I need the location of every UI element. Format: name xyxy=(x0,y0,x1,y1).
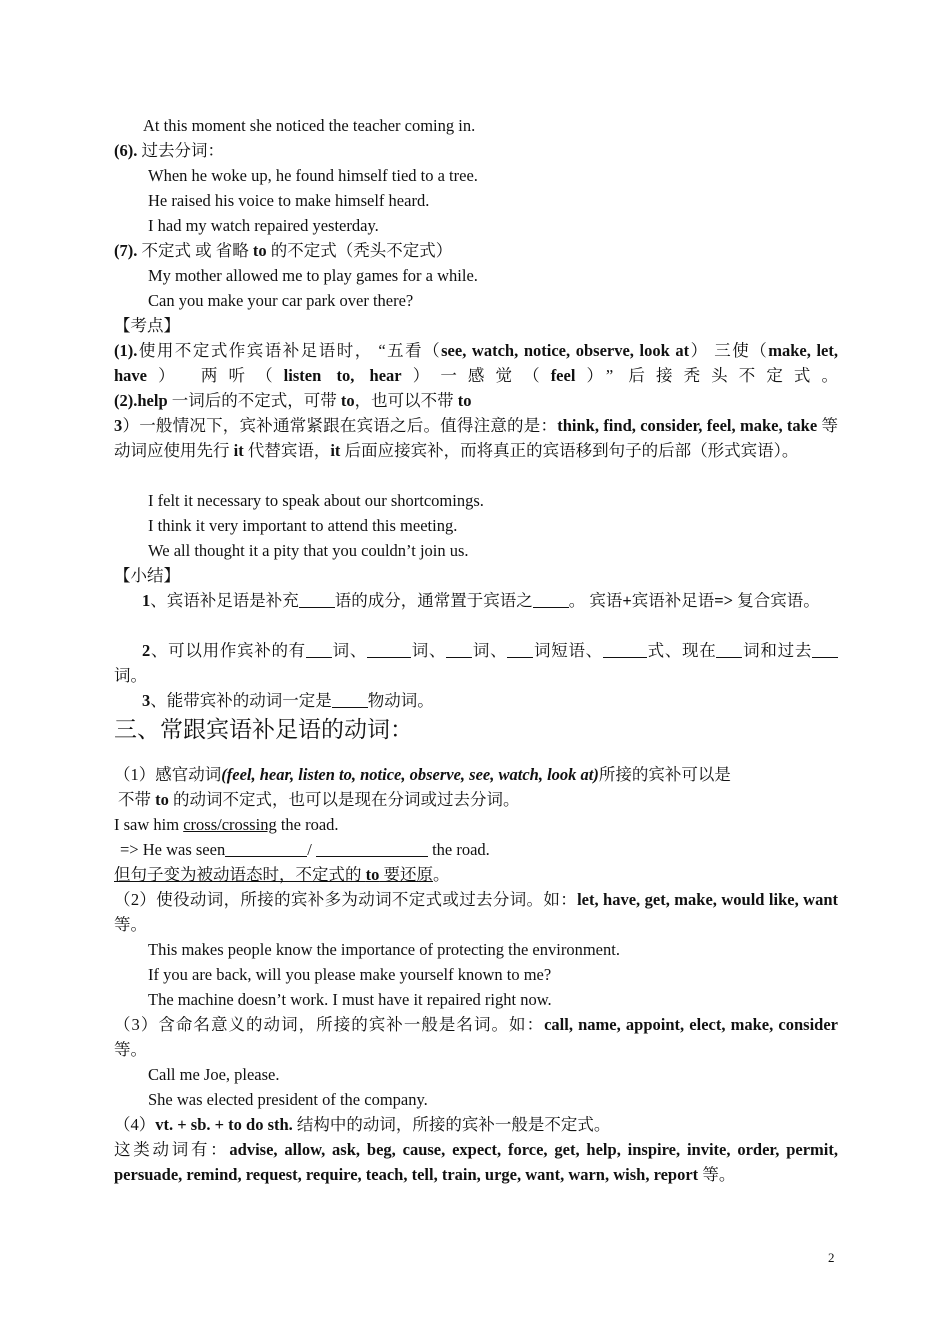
example-sentence xyxy=(148,1087,872,1112)
page-number: 2 xyxy=(828,1250,835,1265)
fill-blank[interactable] xyxy=(603,641,647,658)
fill-blank[interactable] xyxy=(332,691,368,708)
text: 式、现在 xyxy=(646,641,717,660)
example-sentence xyxy=(148,288,872,313)
text: 物动词。 xyxy=(367,691,434,710)
text: 不定式 或 省略 xyxy=(137,241,253,260)
underlined-text: 但句子变为被动语态时，不定式的 xyxy=(114,865,366,884)
text: + xyxy=(622,591,632,610)
example-sentence xyxy=(148,263,872,288)
text: advise, allow, ask, beg, cause, expect, force, get, help, inspire, invite, order, permit, persuade, remind, request, require, teach, tell, train, urge, want, warn, wish, report xyxy=(114,1140,838,1184)
text: 宾语补足语 xyxy=(631,591,715,610)
text: 语的成分，通常置于宾语之 xyxy=(334,591,533,610)
example-sentence xyxy=(148,188,872,213)
text: 等。 xyxy=(114,1040,147,1059)
verb-category-3 xyxy=(114,1012,838,1062)
text: 所接的宾补可以是 xyxy=(598,765,731,784)
text: 后面应接宾补，而将真正的宾语移到句子的后部（形式宾语）。 xyxy=(340,441,799,460)
example-sentence xyxy=(148,962,872,987)
text: She was elected president of the company. xyxy=(148,1090,428,1109)
text: 词短语、 xyxy=(533,641,603,660)
text: => He was seen xyxy=(120,840,226,859)
example-sentence xyxy=(148,163,872,188)
text: vt. + sb. + to do sth. xyxy=(155,1115,293,1134)
text: If you are back, will you please make yourself known to me? xyxy=(148,965,552,984)
text: ） 两听（ xyxy=(147,366,284,385)
text: see, watch, notice, observe, look at xyxy=(441,341,690,360)
text: 结构中的动词，所接的宾补一般是不定式。 xyxy=(292,1115,611,1134)
key-point-2 xyxy=(114,388,838,413)
fill-blank[interactable] xyxy=(316,840,428,857)
section-item-7 xyxy=(114,238,838,263)
fill-blank[interactable] xyxy=(533,591,569,608)
text: （4） xyxy=(114,1115,156,1134)
fill-blank[interactable] xyxy=(225,840,307,857)
text: to xyxy=(155,790,169,809)
text: (2).help xyxy=(114,391,168,410)
text: 【考点】 xyxy=(114,316,180,335)
example-sentence xyxy=(148,538,872,563)
text: I had my watch repaired yesterday. xyxy=(148,216,379,235)
text: call, name, appoint, elect, make, consider xyxy=(544,1015,838,1034)
text: to xyxy=(457,391,472,410)
text: 。 宾语 xyxy=(568,591,623,610)
text: listen to, hear xyxy=(283,366,402,385)
example-transform xyxy=(120,837,844,862)
underlined-text: 要还原 xyxy=(379,865,433,884)
text: feel xyxy=(550,366,576,385)
text: 词、 xyxy=(411,641,447,660)
text: to xyxy=(252,241,271,260)
fill-blank[interactable] xyxy=(306,641,332,658)
example-sentence xyxy=(114,812,838,837)
text: ）一感觉（ xyxy=(401,366,551,385)
text: I think it very important to attend this meeting. xyxy=(148,516,458,535)
text: 、能带宾补的动词一定是 xyxy=(150,691,332,710)
summary-item-3 xyxy=(142,688,866,713)
text: 等。 xyxy=(698,1165,736,1184)
example-sentence xyxy=(143,113,867,138)
underlined-text: cross/crossing xyxy=(183,815,277,834)
text: it xyxy=(330,441,341,460)
text: (1). xyxy=(114,341,138,360)
text: The machine doesn’t work. I must have it repaired right now. xyxy=(148,990,552,1009)
text: 词、 xyxy=(331,641,368,660)
text: This makes people know the importance of protecting the environment. xyxy=(148,940,620,959)
text: 词和过去 xyxy=(742,641,813,660)
fill-blank[interactable] xyxy=(367,641,411,658)
text: 3 xyxy=(142,691,151,710)
fill-blank[interactable] xyxy=(812,641,838,658)
fill-blank[interactable] xyxy=(716,641,742,658)
underlined-text: to xyxy=(365,865,380,884)
text: 【小结】 xyxy=(114,566,180,585)
text: （1）感官动词 xyxy=(114,765,222,784)
verb-category-1 xyxy=(114,762,838,787)
example-sentence xyxy=(148,513,872,538)
fill-blank[interactable] xyxy=(299,591,335,608)
text: When he woke up, he found himself tied to a tree. xyxy=(148,166,478,185)
text: ） 三使（ xyxy=(689,341,769,360)
text: ，也可以不带 xyxy=(354,391,458,410)
text: let, have, get, make, would like, want xyxy=(577,890,839,909)
example-sentence xyxy=(148,1062,872,1087)
text: (feel, hear, listen to, notice, observe, see, watch, look at) xyxy=(221,765,599,784)
text: 1 xyxy=(142,591,151,610)
verb-list xyxy=(114,1137,838,1187)
summary-item-2 xyxy=(114,638,838,688)
text: I saw him xyxy=(114,815,184,834)
fill-blank[interactable] xyxy=(507,641,533,658)
text: 不带 xyxy=(118,790,156,809)
text: 过去分词： xyxy=(137,141,224,160)
verb-category-4 xyxy=(114,1112,838,1137)
text: the road. xyxy=(427,840,490,859)
text: ）” 后接秃头不定式。 xyxy=(575,366,839,385)
text: 代替宾语， xyxy=(243,441,331,460)
text: 等动词应使用先行 xyxy=(114,416,839,460)
text: I felt it necessary to speak about our shortcomings. xyxy=(148,491,484,510)
key-point-3 xyxy=(114,413,838,463)
text: ）一般情况下，宾补通常紧跟在宾语之后。值得注意的是： xyxy=(122,416,558,435)
example-sentence xyxy=(148,987,872,1012)
text: 复合宾语。 xyxy=(733,591,820,610)
summary-item-1 xyxy=(114,588,838,613)
text: 等。 xyxy=(114,915,147,934)
example-sentence xyxy=(148,213,872,238)
section-item-6 xyxy=(114,138,838,163)
key-points-heading xyxy=(114,313,838,338)
text: 使用不定式作宾语补足语时， “五看（ xyxy=(137,341,442,360)
text: （2）使役动词，所接的宾补多为动词不定式或过去分词。如： xyxy=(114,890,578,909)
verb-category-1-continued xyxy=(118,787,842,812)
text: Can you make your car park over there? xyxy=(148,291,414,310)
item-number: (7). xyxy=(114,241,138,260)
text: （3）含命名意义的动词，所接的宾补一般是名词。如： xyxy=(114,1015,545,1034)
text: My mother allowed me to play games for a while. xyxy=(148,266,478,285)
text: 词。 xyxy=(114,666,147,685)
example-sentence xyxy=(148,937,872,962)
text: it xyxy=(233,441,244,460)
note xyxy=(114,862,838,887)
text: 、宾语补足语是补充 xyxy=(150,591,299,610)
text: => xyxy=(714,591,734,610)
example-sentence xyxy=(148,488,872,513)
text: 这类动词有： xyxy=(114,1140,230,1159)
item-number: (6). xyxy=(114,141,138,160)
verb-category-2 xyxy=(114,887,838,937)
text: 。 xyxy=(433,865,450,884)
text: We all thought it a pity that you couldn’t join us. xyxy=(148,541,469,560)
text: 词、 xyxy=(472,641,508,660)
text: He raised his voice to make himself heard. xyxy=(148,191,430,210)
text: think, find, consider, feel, make, take xyxy=(557,416,818,435)
text: 、可以用作宾补的有 xyxy=(150,641,306,660)
text: 2 xyxy=(142,641,151,660)
key-point-1 xyxy=(114,338,838,388)
section-heading: 三、常跟宾语补足语的动词： xyxy=(114,717,413,743)
summary-heading xyxy=(114,563,838,588)
text: the road. xyxy=(276,815,339,834)
text: to xyxy=(340,391,355,410)
text: / xyxy=(307,840,316,859)
text: 3 xyxy=(114,416,123,435)
text: Call me Joe, please. xyxy=(148,1065,280,1084)
text: 的动词不定式，也可以是现在分词或过去分词。 xyxy=(168,790,520,809)
text: 一词后的不定式，可带 xyxy=(167,391,341,410)
fill-blank[interactable] xyxy=(446,641,472,658)
text: At this moment she noticed the teacher coming in. xyxy=(143,116,476,135)
text: make, let, have xyxy=(114,341,838,385)
text: 的不定式（秃头不定式） xyxy=(270,241,453,260)
